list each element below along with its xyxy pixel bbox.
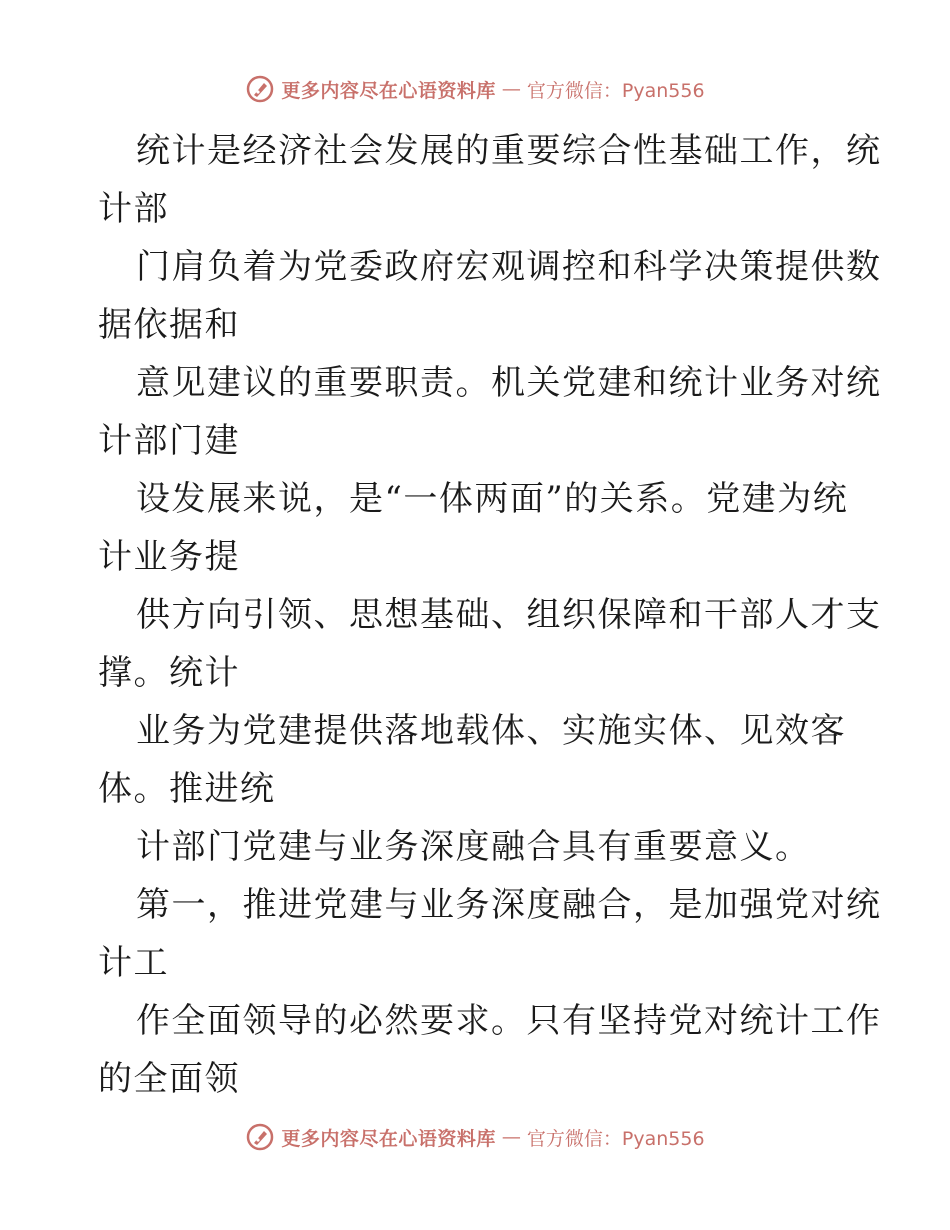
banner-site-text: 更多内容尽在心语资料库 xyxy=(281,1127,496,1150)
footer-watermark-banner xyxy=(0,1122,950,1152)
text-line: 撑。统计 xyxy=(98,653,240,693)
banner-contact-text: 官方微信：Pyan556 xyxy=(526,79,705,102)
text-line: 计工 xyxy=(98,943,169,983)
text-line: 意见建议的重要职责。机关党建和统计业务对统 xyxy=(136,363,882,403)
text-line: 统计是经济社会发展的重要综合性基础工作，统 xyxy=(136,131,882,171)
pen-nib-logo-icon xyxy=(245,74,275,104)
text-line: 设发展来说，是“一体两面”的关系。党建为统 xyxy=(136,479,849,519)
text-line: 的全面领 xyxy=(98,1059,240,1099)
banner-dash: — xyxy=(501,78,521,100)
banner-dash: — xyxy=(501,1126,521,1148)
text-line: 计部门党建与业务深度融合具有重要意义。 xyxy=(136,827,811,867)
text-line: 业务为党建提供落地载体、实施实体、见效客 xyxy=(136,711,846,751)
text-line: 门肩负着为党委政府宏观调控和科学决策提供数 xyxy=(136,247,882,287)
text-line: 据依据和 xyxy=(98,305,240,345)
text-line: 计业务提 xyxy=(98,537,240,577)
pen-nib-logo-icon xyxy=(245,1122,275,1152)
text-line: 体。推进统 xyxy=(98,769,276,809)
text-line: 计部门建 xyxy=(98,421,240,461)
banner-site-text: 更多内容尽在心语资料库 xyxy=(281,79,496,102)
banner-contact-text: 官方微信：Pyan556 xyxy=(526,1127,705,1150)
text-line: 作全面领导的必然要求。只有坚持党对统计工作 xyxy=(136,1001,882,1041)
document-body xyxy=(98,122,882,1108)
header-watermark-banner xyxy=(0,74,950,104)
text-line: 计部 xyxy=(98,189,169,229)
text-line: 供方向引领、思想基础、组织保障和干部人才支 xyxy=(136,595,882,635)
text-line: 第一，推进党建与业务深度融合，是加强党对统 xyxy=(136,885,882,925)
